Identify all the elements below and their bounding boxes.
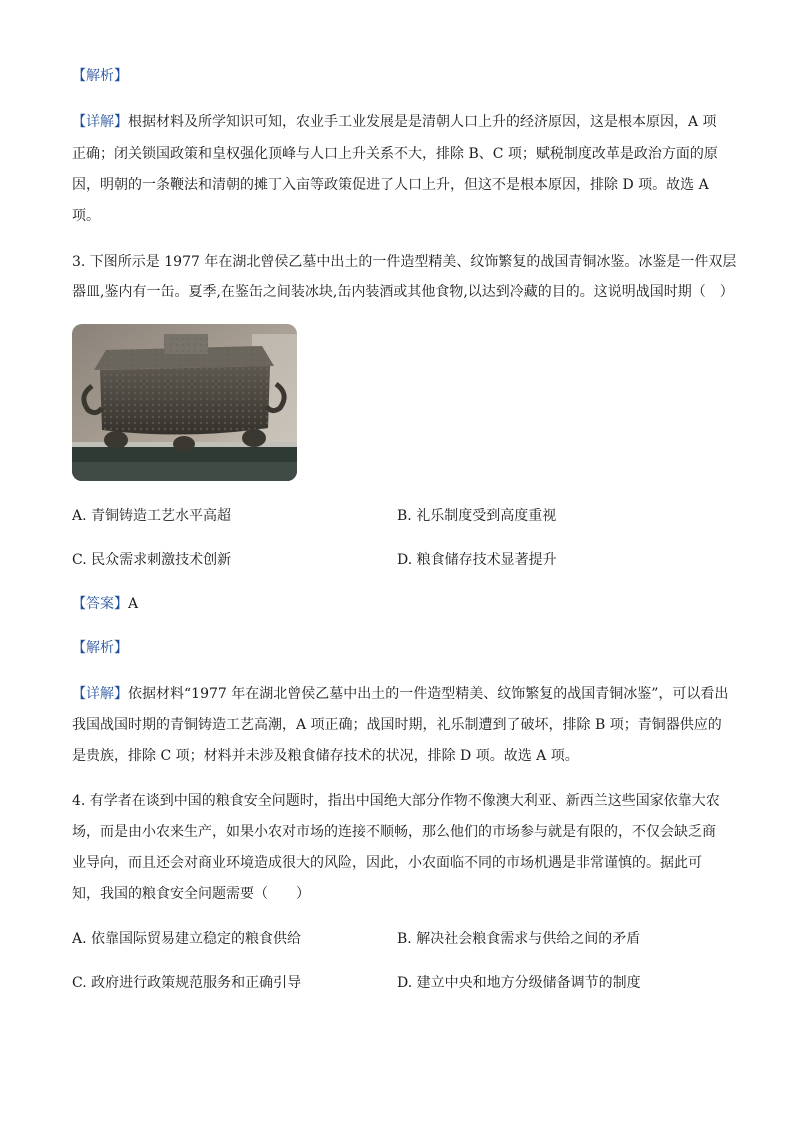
detail-label: 【详解】 <box>72 686 128 702</box>
q3-detail-line-3: 是贵族，排除 C 项；材料并未涉及粮食储存技术的状况，排除 D 项。故选 A 项。 <box>72 748 579 764</box>
q2-detail-line-4: 项。 <box>72 208 100 224</box>
q3-option-c[interactable]: C. 民众需求刺激技术创新 <box>72 552 232 568</box>
q4-stem-line-4: 知，我国的粮食安全问题需要（ ） <box>72 886 310 902</box>
q4-option-d[interactable]: D. 建立中央和地方分级储备调节的制度 <box>397 975 641 991</box>
q4-stem-line-1: 4. 有学者在谈到中国的粮食安全问题时，指出中国绝大部分作物不像澳大利亚、新西兰这些国家依靠大农 <box>72 793 720 809</box>
answer-value: A <box>128 596 139 612</box>
bronze-ice-chest-photo <box>72 324 297 481</box>
q2-detail-line-3: 因，明朝的一条鞭法和清朝的摊丁入亩等政策促进了人口上升，但这不是根本原因，排除 D 项。故选 A <box>72 177 709 193</box>
q4-option-a[interactable]: A. 依靠国际贸易建立稳定的粮食供给 <box>72 931 302 947</box>
q4-option-c[interactable]: C. 政府进行政策规范服务和正确引导 <box>72 975 302 991</box>
detail-label: 【详解】 <box>72 114 128 130</box>
q3-answer <box>72 594 732 614</box>
q3-option-d[interactable]: D. 粮食储存技术显著提升 <box>397 552 557 568</box>
analysis-heading: 【解析】 <box>72 68 128 84</box>
answer-label: 【答案】 <box>72 596 128 612</box>
q3-detail-line-1: 【详解】依据材料“1977 年在湖北曾侯乙墓中出土的一件造型精美、纹饰繁复的战国青铜冰鉴”，可以看出 <box>72 686 729 702</box>
q3-option-b[interactable]: B. 礼乐制度受到高度重视 <box>397 508 557 524</box>
q4-stem-line-3: 业导向，而且还会对商业环境造成很大的风险，因此，小农面临不同的市场机遇是非常谨慎的。据此可 <box>72 855 702 871</box>
q2-detail-line-1: 【详解】根据材料及所学知识可知，农业手工业发展是是清朝人口上升的经济原因，这是根本原因，A 项 <box>72 114 717 130</box>
q3-option-a[interactable]: A. 青铜铸造工艺水平高超 <box>72 508 232 524</box>
q3-analysis-heading: 【解析】 <box>72 640 128 656</box>
q3-stem-line-1: 3. 下图所示是 1977 年在湖北曾侯乙墓中出土的一件造型精美、纹饰繁复的战国青铜冰鉴。冰鉴是一件双层 <box>72 254 737 270</box>
q4-stem-line-2: 场，而是由小农来生产，如果小农对市场的连接不顺畅，那么他们的市场参与就是有限的，不仅会缺乏商 <box>72 824 716 840</box>
q3-stem-line-2: 器皿,鉴内有一缶。夏季,在鉴缶之间装冰块,缶内装酒或其他食物,以达到冷藏的目的。这说明战国时期（ ） <box>72 284 734 300</box>
q2-detail-line-2: 正确；闭关锁国政策和皇权强化顶峰与人口上升关系不大，排除 B、C 项；赋税制度改革是政治方面的原 <box>72 146 718 162</box>
q4-option-b[interactable]: B. 解决社会粮食需求与供给之间的矛盾 <box>397 931 641 947</box>
q3-detail-line-2: 我国战国时期的青铜铸造工艺高潮，A 项正确；战国时期，礼乐制遭到了破坏，排除 B 项；青铜器供应的 <box>72 717 722 733</box>
